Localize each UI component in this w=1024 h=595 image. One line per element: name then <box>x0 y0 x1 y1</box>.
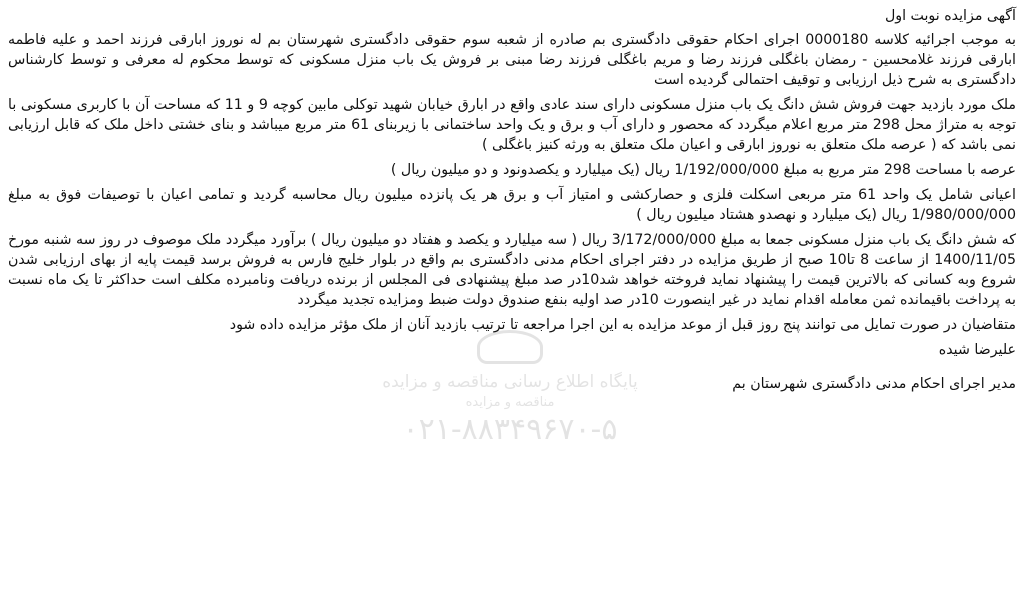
watermark-subtitle: مناقصه و مزایده <box>465 395 555 410</box>
notice-paragraph-building-value: اعیانی شامل یک واحد 61 متر مربعی اسکلت فلزی و حصارکشی و امتیاز آب و برق هر یک پانزده میلیون ریال محاسبه گردید و تمامی اعیان با توصیفات فوق به مبلغ 1/980/000/000 ریال (یک میلیارد و نهصدو هشتاد میلیون ریال ) <box>8 187 1016 223</box>
watermark-phone: ۰۲۱-۸۸۳۴۹۶۷۰-۵ <box>402 412 618 447</box>
auction-notice <box>8 6 1016 399</box>
notice-title: آگهی مزایده نوبت اول <box>884 8 1016 24</box>
notice-paragraph-land-value: عرصه با مساحت 298 متر مربع به مبلغ 1/192/000/000 ریال (یک میلیارد و یکصدونود و دو میلیون ریال ) <box>390 162 1016 178</box>
notice-paragraph-auction-terms: که شش دانگ یک باب منزل مسکونی جمعا به مبلغ 3/172/000/000 ریال ( سه میلیارد و یکصد و هفتاد دو میلیون ریال ) برآورد میگردد ملک موصوف در روز سه شنبه مورخ 1400/11/05 از ساعت 8 تا10 صبح از طریق مزایده در دفتر اجرای احکام مدنی دادگستری بم واقع در بلوار خلیج فارس به فروش برسد قیمت پایه از بهای ارزیابی شدن شروع وبه کسانی که بالاترین قیمت را پیشنهاد نماید فروخته خواهد شد10در صد مبلغ پیشنهادی فی المجلس از برنده دریافت ونامبرده مکلف است حداکثر تا یک ماه نسبت به پرداخت باقیمانده ثمن معامله اقدام نماید در غیر اینصورت 10در صد اولیه بنفع صندوق دولت ضبط ومزایده تجدید میگردد <box>8 232 1016 308</box>
watermark-site-name: پایگاه اطلاع رسانی مناقصه و مزایده <box>382 372 638 392</box>
signer-title: مدیر اجرای احکام مدنی دادگستری شهرستان بم <box>732 376 1016 392</box>
notice-paragraph-property: ملک مورد بازدید جهت فروش شش دانگ یک باب منزل مسکونی دارای سند عادی واقع در ابارق خیابان شهید توکلی مابین کوچه 9 و 11 که مساحت آن با کاربری مسکونی با توجه به متراژ محل 298 متر مربع اعلام میگردد که محصور و دارای آب و برق و یک واحد ساختمانی با زیربنای 61 متر مربع میباشد و بنای خشتی داخل ملک که قابل ارزیابی نمی باشد که ( عرصه ملک متعلق به نوروز ابارقی و اعیان ملک متعلق به ورثه کنیز باغگلی ) <box>8 97 1016 153</box>
signer-name: علیرضا شیده <box>938 342 1016 358</box>
notice-paragraph-intro: به موجب اجرائیه کلاسه 0000180 اجرای احکام حقوقی دادگستری بم صادره از شعبه سوم حقوقی دادگستری شهرستان بم له نوروز ابارقی فرزند احمد و علیه فاطمه ابارقی فرزند غلامحسین - رمضان باغگلی فرزند رضا و مریم باغگلی فرزند رضا مبنی بر فروش یک باب منزل مسکونی که توسط محکوم له معرفی و توسط کارشناس دادگستری به شرح ذیل ارزیابی و توقیف احتمالی گردیده است <box>8 32 1016 88</box>
notice-paragraph-visit: متقاضیان در صورت تمایل می توانند پنج روز قبل از موعد مزایده به این اجرا مراجعه تا ترتیب بازدید آنان از ملک مؤثر مزایده داده شود <box>229 317 1016 333</box>
